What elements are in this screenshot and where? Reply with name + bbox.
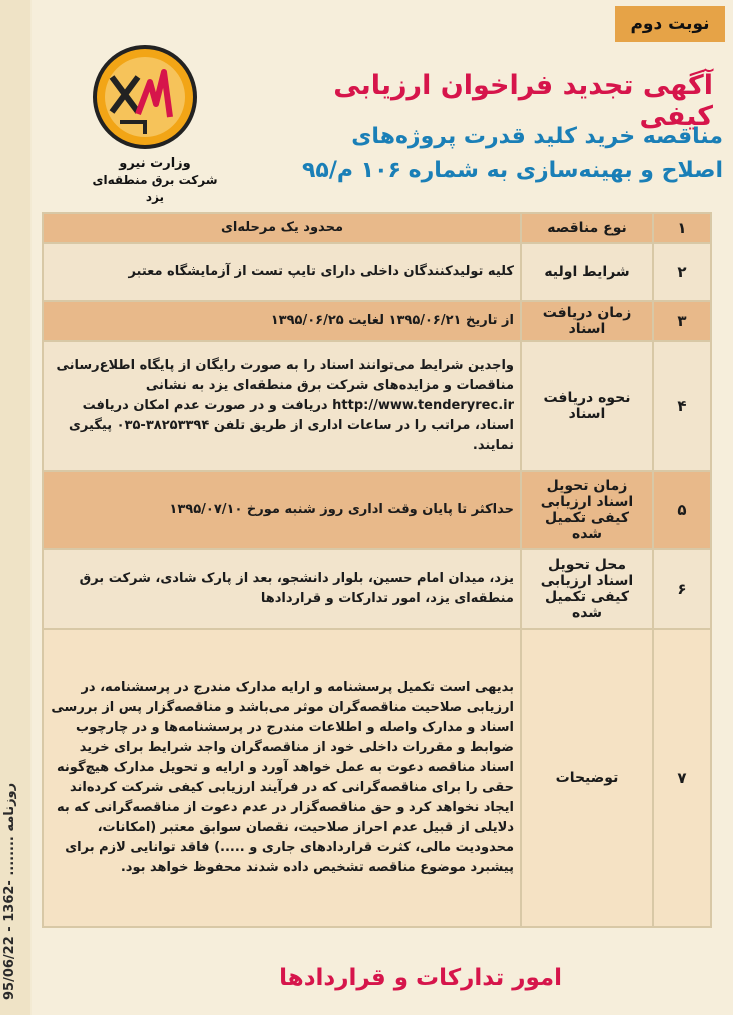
- subtitle-line-2: اصلاح و بهینه‌سازی به شماره ۱۰۶ م/۹۵: [301, 158, 723, 183]
- row-number: ۵: [653, 471, 711, 549]
- newspaper-side-text: روزنامه ........ -1362 - 95/06/22: [2, 782, 17, 1000]
- ministry-name: وزارت نیرو: [119, 156, 191, 171]
- row-number: ۶: [653, 549, 711, 629]
- organization-name: [90, 155, 220, 206]
- row-number: ۳: [653, 301, 711, 341]
- table-row: [43, 213, 711, 243]
- row-value: از تاریخ ۱۳۹۵/۰۶/۲۱ لغایت ۱۳۹۵/۰۶/۲۵: [43, 301, 521, 341]
- subtitle-line-1: مناقصه خرید کلید قدرت پروژه‌های: [351, 124, 723, 149]
- row-value: واجدین شرایط می‌توانند اسناد را به صورت رایگان از پایگاه اطلاع‌رسانی مناقصات و مزایده‌های شرکت برق منطقه‌ای یزد به نشانی http://www.tenderyrec.ir دریافت و در صورت عدم امکان دریافت اسناد، مراتب را در ساعات اداری از طریق تلفن ۳۸۲۵۳۳۹۴-۰۳۵ پیگیری نمایند.: [43, 341, 521, 471]
- table-row: [43, 243, 711, 301]
- table-row: [43, 471, 711, 549]
- table-row: [43, 549, 711, 629]
- row-value: یزد، میدان امام حسین، بلوار دانشجو، بعد از پارک شادی، شرکت برق منطقه‌ای یزد، امور تدارکات و قراردادها: [43, 549, 521, 629]
- row-value: کلیه تولیدکنندگان داخلی دارای تایپ تست از آزمایشگاه معتبر: [43, 243, 521, 301]
- row-label: زمان دریافت اسناد: [521, 301, 653, 341]
- company-name: شرکت برق منطقه‌ای یزد: [92, 173, 218, 204]
- notice-subtitle: [253, 120, 723, 188]
- row-number: ۲: [653, 243, 711, 301]
- company-logo-icon: [90, 42, 200, 152]
- row-value: حداکثر تا پایان وقت اداری روز شنبه مورخ ۱۳۹۵/۰۷/۱۰: [43, 471, 521, 549]
- notice-stamp: نوبت دوم: [615, 6, 725, 42]
- table-row: [43, 301, 711, 341]
- notice-title: آگهی تجدید فراخوان ارزیابی کیفی: [333, 70, 713, 132]
- row-label: محل تحویل اسناد ارزیابی کیفی تکمیل شده: [521, 549, 653, 629]
- row-label: شرایط اولیه: [521, 243, 653, 301]
- row-number: ۱: [653, 213, 711, 243]
- watermark: ParsNamadData: [180, 520, 455, 550]
- row-value: بدیهی است تکمیل پرسشنامه و ارایه مدارک مندرج در پرسشنامه، در ارزیابی صلاحیت مناقصه‌گران موثر می‌باشد و مناقصه‌گزار پس از بررسی اسناد و مدارک واصله و اطلاعات مندرج در پرسشنامه‌ها و در چارچوب ضوابط و مقررات داخلی خود از مناقصه‌گران واجد شرایط برای خرید اسناد مناقصه دعوت به عمل خواهد آورد و ارایه و تحویل مدارک هیچ‌گونه حقی را برای مناقصه‌گرانی که در فرآیند ارزیابی کیفی شرکت کرده‌اند ایجاد نخواهد کرد و حق مناقصه‌گزار در عدم دعوت از مناقصه‌گرانی که به دلایلی از قبیل عدم احراز صلاحیت، نقصان سوابق معتبر (امکانات، محدودیت مالی، کثرت قراردادهای جاری و .....) فاقد توانایی لازم برای پیشبرد موضوع مناقصه تشخیص داده شدند محفوظ خواهد بود.: [43, 629, 521, 927]
- row-number: ۴: [653, 341, 711, 471]
- row-label: توضیحات: [521, 629, 653, 927]
- row-number: ۷: [653, 629, 711, 927]
- row-label: نحوه دریافت اسناد: [521, 341, 653, 471]
- table-row: [43, 629, 711, 927]
- row-label: نوع مناقصه: [521, 213, 653, 243]
- side-strip: [0, 0, 30, 1015]
- footer-department: امور تدارکات و قراردادها: [279, 965, 562, 991]
- tender-details-table: [42, 212, 712, 928]
- table-row: [43, 341, 711, 471]
- row-value: محدود یک مرحله‌ای: [43, 213, 521, 243]
- row-label: زمان تحویل اسناد ارزیابی کیفی تکمیل شده: [521, 471, 653, 549]
